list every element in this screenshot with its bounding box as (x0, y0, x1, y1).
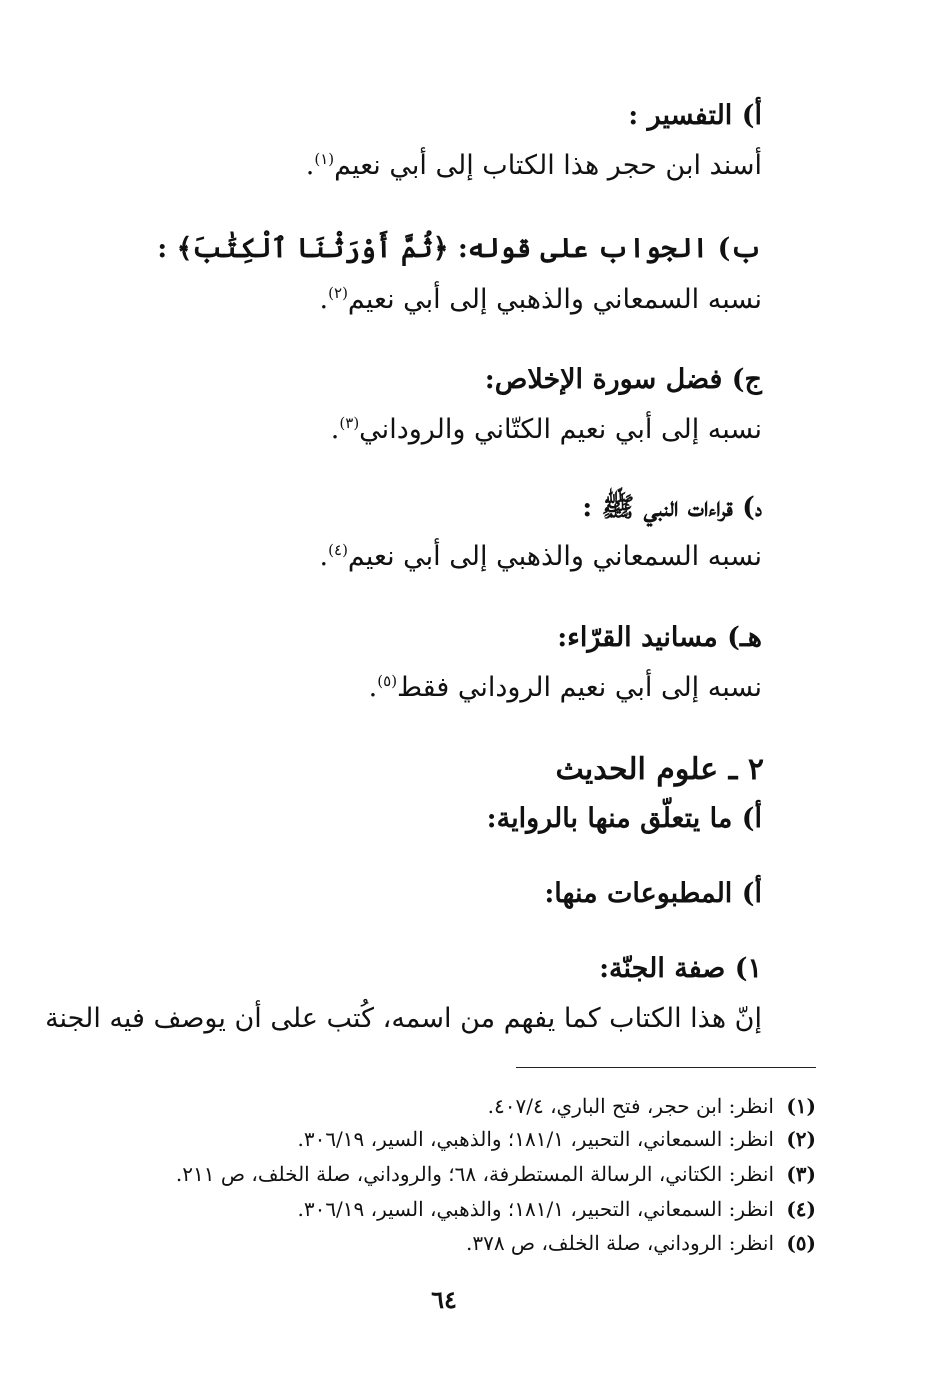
footnote-ref: (٢) (328, 284, 348, 302)
subsection-sifat-aljanna: ١) صفة الجنّة: (599, 953, 762, 984)
footnote-text: انظر: السمعاني، التحبير، ١٨١/١؛ والذهبي، السير، ٣٠٦/١٩. (297, 1197, 774, 1221)
footnote-ref: (٤) (328, 541, 348, 559)
footnote-text: انظر: الكتاني، الرسالة المستطرفة، ٦٨؛ والروداني، صلة الخلف، ص ٢١١. (175, 1162, 774, 1186)
footnote-separator (516, 1067, 816, 1068)
entry-text-end: . (319, 541, 329, 572)
entry-text: نسبه إلى أبي نعيم الكتّاني والروداني (359, 414, 762, 445)
entry-text-end: . (330, 414, 340, 445)
entry-heading-masanid: هـ) مسانيد القرّاء: (557, 622, 762, 653)
entry-text-end: . (368, 672, 378, 703)
entry-text-masanid (369, 672, 762, 704)
entry-text-tafsir (306, 150, 762, 182)
entry-heading-jawab (157, 233, 762, 265)
entry-text: نسبه إلى أبي نعيم الروداني فقط (397, 672, 762, 703)
entry-text: أسند ابن حجر هذا الكتاب إلى أبي نعيم (334, 150, 762, 181)
entry-text-ikhlas (331, 414, 762, 446)
footnote-ref: (١) (314, 150, 335, 168)
subsection-riwaya: أ) ما يتعلّق منها بالرواية: (486, 803, 762, 834)
entry-text: نسبه السمعاني والذهبي إلى أبي نعيم (347, 284, 762, 315)
subsection-printed: أ) المطبوعات منها: (544, 878, 762, 909)
entry-text-qiraat (320, 541, 762, 573)
footnote-5 (466, 1231, 816, 1255)
footnote-3 (176, 1162, 816, 1186)
heading-prefix: ب) الجواب على قوله: (448, 233, 762, 264)
entry-text-jawab (320, 284, 762, 316)
footnote-4 (297, 1197, 816, 1221)
section-title: ٢ ـ علوم الحديث (555, 752, 764, 787)
page-number: ٦٤ (431, 1285, 457, 1314)
entry-text-end: . (319, 284, 329, 315)
footnote-ref: (٥) (377, 672, 398, 690)
body-paragraph: إنّ هذا الكتاب كما يفهم من اسمه، كُتب على أن يوصف فيه الجنة (45, 1003, 762, 1034)
entry-heading-ikhlas: ج) فضل سورة الإخلاص: (484, 364, 762, 395)
footnote-1 (488, 1094, 816, 1118)
footnote-number: (٣) (786, 1162, 816, 1186)
footnote-2 (297, 1127, 816, 1151)
footnote-number: (٥) (786, 1231, 816, 1255)
entry-heading-qiraat: د) قراءات النبي ﷺ : (582, 492, 762, 523)
footnote-number: (٢) (786, 1127, 816, 1151)
footnote-text: انظر: السمعاني، التحبير، ١٨١/١؛ والذهبي، السير، ٣٠٦/١٩. (297, 1127, 774, 1151)
footnote-text: انظر: ابن حجر، فتح الباري، ٤٠٧/٤. (487, 1094, 774, 1118)
footnote-text: انظر: الروداني، صلة الخلف، ص ٣٧٨. (465, 1231, 774, 1255)
quran-quote: ﴿ثُمَّ أَوْرَثْنَا ٱلْكِتَٰبَ﴾ (176, 233, 449, 264)
entry-heading-tafsir: أ) التفسير : (628, 100, 762, 131)
footnote-number: (١) (786, 1094, 816, 1118)
footnote-number: (٤) (786, 1197, 816, 1221)
entry-text-end: . (305, 150, 315, 181)
heading-suffix: : (157, 233, 177, 264)
entry-text: نسبه السمعاني والذهبي إلى أبي نعيم (347, 541, 762, 572)
footnote-ref: (٣) (339, 414, 360, 432)
